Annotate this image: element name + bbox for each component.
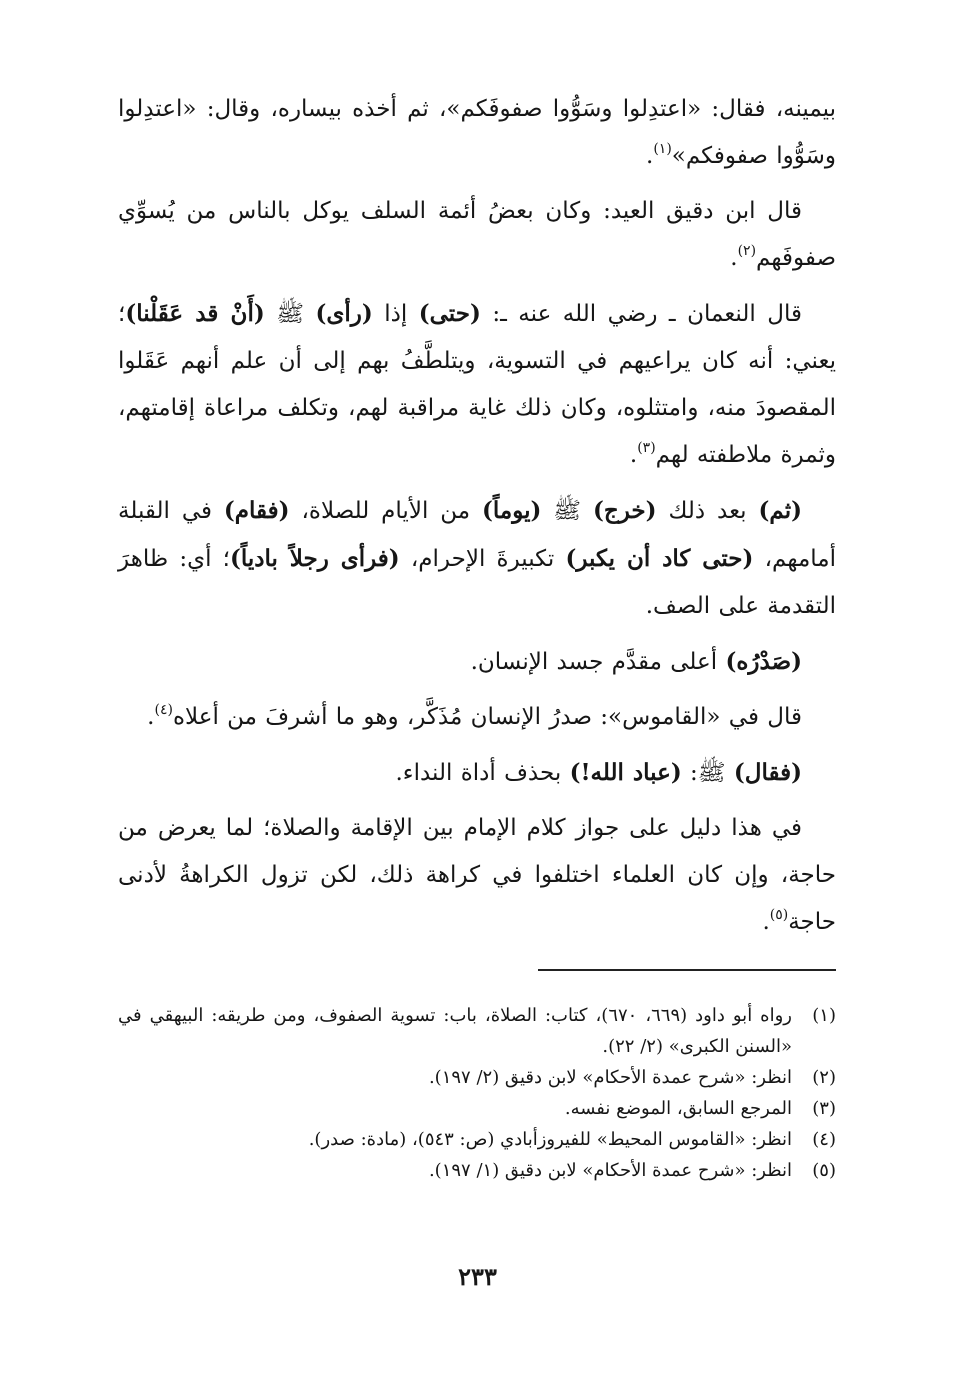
paragraph-3: قال النعمان ـ رضي الله عنه ـ: (حتى) إذا (رأى) ﷺ (أَنْ قد عَقَلْنا)؛ يعني: أنه كان يراعيهم في التسوية، ويتلطَّفُ بهم إلى أن علم أنهم عَقَلوا المقصودَ منه، وامتثلوه، وكان ذلك غاية مراقبة لهم، وتكلف مراعاة إقامتهم، وثمرة ملاطفته لهم$^{(٣)}$. [118,300,836,468]
footnote-2 [118,1062,836,1093]
paragraph-6: قال في «القاموس»: صدرُ الإنسان مُذَكَّر، وهو ما أشرفَ من أعلاه$^{(٤)}$. [147,702,802,730]
paragraph-7: (فقال) ﷺ: (عباد الله!) بحذف أداة النداء. [395,759,802,786]
footnote-number: (٤) [812,1129,836,1150]
footnote-separator [538,969,836,971]
page-number: ٢٣٣ [458,1262,497,1291]
footnote-text: انظر: «القاموس المحيط» للفيروزأبادي (ص: ٥٤٣)، (مادة: صدر). [308,1129,792,1150]
footnote-5 [118,1155,836,1186]
footnote-ref-2[interactable]: (٢) [737,243,757,259]
paragraph-5: (صَدْرُه) أعلى مقدَّم جسد الإنسان. [470,648,802,675]
footnote-ref-3[interactable]: (٣) [637,440,656,456]
paragraph-2: قال ابن دقيق العيد: وكان بعضُ أئمة السلف يوكل بالناس من يُسوِّي صفوفَهم$^{(٢)}$. [118,198,836,271]
footnote-text: المرجع السابق، الموضع نفسه. [564,1098,792,1119]
footnote-text: انظر: «شرح عمدة الأحكام» لابن دقيق (٢/ ١٩٧). [428,1067,792,1088]
footnote-1 [118,1000,836,1062]
paragraph-1: بيمينه، فقال: «اعتدِلوا وسَوُّوا صفوفَكم»، ثم أخذه بيساره، وقال: «اعتدِلوا وسَوُّوا صفوفكم»$^{(١)}$. [118,96,836,169]
footnotes [118,1000,836,1186]
footnote-text: انظر: «شرح عمدة الأحكام» لابن دقيق (١/ ١٩٧). [428,1160,792,1181]
footnote-number: (٥) [812,1160,836,1181]
footnote-number: (١) [812,1005,836,1026]
footnote-3 [118,1093,836,1124]
main-text [118,86,836,954]
footnote-text: رواه أبو داود (٦٦٩، ٦٧٠)، كتاب: الصلاة، باب: تسوية الصفوف، ومن طريقه: البيهقي في «السنن الكبرى» (٢/ ٢٢). [118,1005,793,1057]
footnote-ref-5[interactable]: (٥) [769,907,789,923]
footnote-number: (٢) [812,1067,836,1088]
footnote-4 [118,1124,836,1155]
footnote-ref-1[interactable]: (١) [653,141,672,157]
paragraph-8: في هذا دليل على جواز كلام الإمام بين الإقامة والصلاة؛ لما يعرض من حاجة، وإن كان العلماء اختلفوا في كراهة ذلك، لكن تزول الكراهةُ لأدنى حاجة$^{(٥)}$. [118,815,836,935]
footnote-number: (٣) [812,1098,836,1119]
footnote-ref-4[interactable]: (٤) [154,702,173,718]
paragraph-4: (ثم) بعد ذلك (خرج) ﷺ (يوماً) من الأيام للصلاة، (فقام) في القبلة أمامهم، (حتى كاد أن يكبر) تكبيرةَ الإحرام، (فرأى رجلاً بادياً)؛ أي: ظاهرَ التقدمة على الصف. [118,497,836,619]
